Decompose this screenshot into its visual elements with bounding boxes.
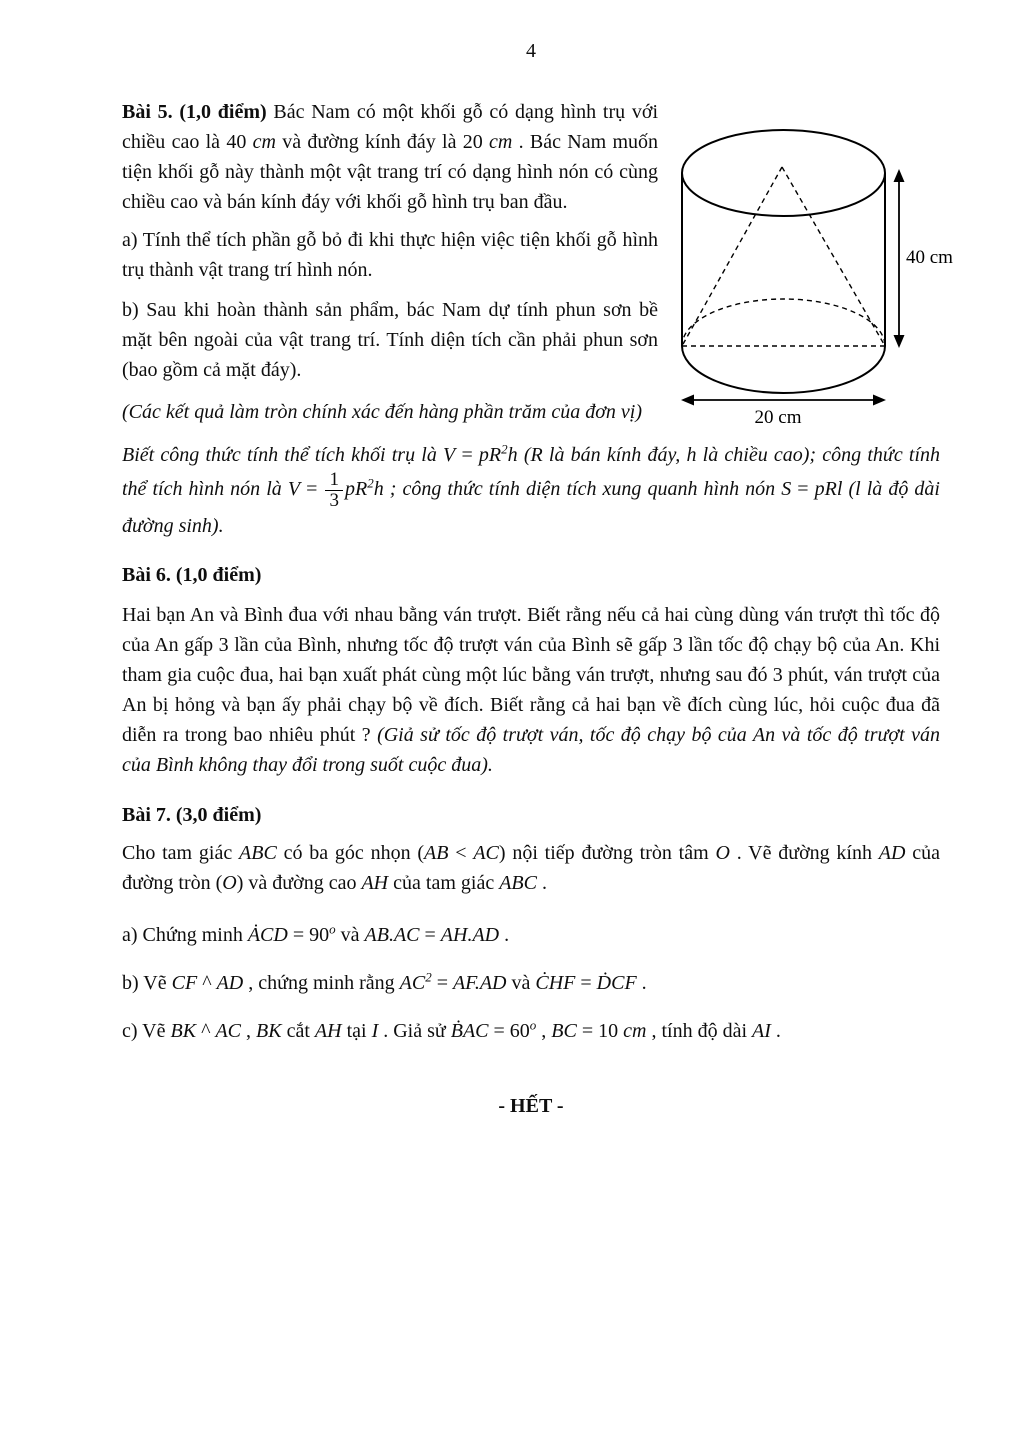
bai7-item-b xyxy=(122,968,940,998)
text-run: có ba góc nhọn ( xyxy=(276,841,425,864)
text-run: = 10 xyxy=(576,1019,624,1042)
text-run: AB xyxy=(424,841,449,864)
text-run: 40 xyxy=(226,131,253,153)
text-run: b) Vẽ xyxy=(122,971,172,994)
text-run: AC xyxy=(473,841,499,864)
width-label: 20 cm xyxy=(754,407,802,428)
text-run: ^ xyxy=(196,1019,216,1042)
text-run: là chiều cao); công thức tính thể tích hình nón là xyxy=(122,444,941,501)
text-run: AH xyxy=(361,871,389,894)
text-run: = xyxy=(455,444,479,466)
text-run: b) Sau khi hoàn thành sản phẩm, bác Nam dự tính phun sơn bề mặt bên ngoài của vật trang trí. Tính diện tích cần phải phun sơn (bao gồm cả mặt đáy). xyxy=(122,299,658,381)
text-run: Bài 7. (3,0 điểm) xyxy=(122,803,262,826)
bai7-item-c xyxy=(122,1016,940,1046)
text-run: của tam giác xyxy=(388,871,500,894)
text-run: AD xyxy=(878,841,906,864)
text-run: . xyxy=(636,971,647,994)
text-run: h xyxy=(686,444,697,466)
text-run: pR xyxy=(344,478,368,501)
text-run: AF.AD xyxy=(452,971,507,994)
text-run: , xyxy=(241,1019,257,1042)
cylinder-cone-figure xyxy=(656,122,966,432)
text-run: Cho tam giác xyxy=(122,841,240,864)
text-run: cm xyxy=(623,1019,647,1042)
text-run: a) Tính thể tích phần gỗ bỏ đi khi thực hiện việc tiện khối gỗ hình trụ thành vật trang trí hình nón. xyxy=(122,229,658,281)
text-run: (Giả sử tốc độ trượt ván, tốc độ chạy bộ của An và tốc độ trượt ván của Bình không thay đổi trong suốt cuộc đua). xyxy=(122,723,940,776)
text-run: CF xyxy=(171,971,198,994)
text-run: của đường tròn ( xyxy=(122,841,940,894)
hidden-base-edges xyxy=(682,299,885,346)
text-run: cm xyxy=(252,131,276,153)
text-run: BK xyxy=(170,1019,197,1042)
text-run: O xyxy=(222,871,237,894)
bai7-heading xyxy=(122,800,940,830)
text-run: ḂAC xyxy=(450,1019,489,1042)
bai5-rounding-note xyxy=(122,397,658,427)
bai5-item-a xyxy=(122,225,658,285)
text-run: BC xyxy=(551,1019,577,1042)
text-run: = xyxy=(791,478,815,501)
text-run: 20 xyxy=(462,131,490,153)
text-run: , xyxy=(536,1019,552,1042)
text-run: c) Vẽ xyxy=(122,1019,171,1042)
text-run: pRl xyxy=(814,478,843,501)
text-run: = xyxy=(575,971,597,994)
inscribed-cone xyxy=(682,167,885,346)
text-run: (l là độ dài đường sinh). xyxy=(122,478,940,537)
text-run: ȦCD xyxy=(247,923,288,946)
text-run: cắt xyxy=(281,1019,315,1042)
section-bai5 xyxy=(122,97,658,427)
text-run: Bài 5. (1,0 điểm) xyxy=(122,101,274,123)
text-run: AH xyxy=(314,1019,342,1042)
text-run: V xyxy=(443,444,456,466)
bai6-heading xyxy=(122,560,940,590)
text-run: ( xyxy=(517,444,531,466)
text-run: BK xyxy=(256,1019,282,1042)
text-run: 2 xyxy=(425,969,432,985)
text-run: cm xyxy=(489,131,513,153)
text-run: = 60 xyxy=(488,1019,530,1042)
text-run: . xyxy=(536,871,547,894)
text-run: h xyxy=(507,444,518,466)
text-run: AC xyxy=(215,1019,242,1042)
text-run: ḊCF xyxy=(596,971,637,994)
text-run: ABC xyxy=(499,871,537,894)
text-run: AC xyxy=(399,971,426,994)
text-run: V xyxy=(287,478,301,501)
text-run: . xyxy=(770,1019,781,1042)
text-run: AH.AD xyxy=(440,923,500,946)
page-number: 4 xyxy=(526,40,536,62)
text-run: S xyxy=(781,478,792,501)
bai6-paragraph xyxy=(122,600,940,780)
text-run: = 90 xyxy=(287,923,330,946)
text-run: Bài 6. (1,0 điểm) xyxy=(122,563,262,586)
text-run: AD xyxy=(216,971,244,994)
text-run: ABC xyxy=(239,841,277,864)
volume-formula-paragraph xyxy=(122,440,940,541)
text-run: ; công thức tính diện tích xung quanh hình nón xyxy=(383,478,782,501)
cylinder-cone-drawing xyxy=(656,122,966,432)
text-run: AI xyxy=(752,1019,771,1042)
fraction: $\frac{1}{3}$ xyxy=(323,470,345,511)
text-run: . Giả sử xyxy=(378,1019,451,1042)
text-run: Bác Nam có một khối gỗ có dạng hình trụ với chiều cao là xyxy=(122,101,658,153)
text-run: (Các kết quả làm tròn chính xác đến hàng phần trăm của đơn vị) xyxy=(122,401,643,423)
text-run: . Bác Nam muốn tiện khối gỗ này thành một vật trang trí có dạng hình nón có cùng chiều cao và bán kính đáy với khối gỗ hình trụ ban đầu. xyxy=(122,131,659,213)
text-run: a) Chứng minh xyxy=(122,923,248,946)
text-run: , tính độ dài xyxy=(646,1019,753,1042)
bai7-paragraph xyxy=(122,838,940,898)
text-run: Biết công thức tính thể tích khối trụ là xyxy=(122,444,444,466)
text-run: ) và đường cao xyxy=(236,871,362,894)
bai5-item-b xyxy=(122,295,658,385)
text-run: ) nội tiếp đường tròn tâm xyxy=(498,841,716,864)
text-run: là bán kính đáy, xyxy=(542,444,687,466)
bai5-paragraph xyxy=(122,97,658,217)
text-run: = xyxy=(419,923,441,946)
text-run: = xyxy=(431,971,453,994)
text-run: pR xyxy=(478,444,502,466)
text-run: và xyxy=(335,923,365,946)
text-run: tại xyxy=(341,1019,372,1042)
text-run: O xyxy=(715,841,730,864)
bai7-item-a xyxy=(122,920,940,950)
text-run: AB.AC xyxy=(364,923,420,946)
text-run: R xyxy=(530,444,543,466)
end-marker: - HẾT - xyxy=(498,1094,564,1117)
width-dimension-arrow xyxy=(681,395,886,406)
text-run: và xyxy=(506,971,536,994)
text-run: và đường kính đáy là xyxy=(275,131,463,153)
text-run: ĊHF xyxy=(535,971,576,994)
height-dimension-arrow xyxy=(894,169,905,348)
text-run: = xyxy=(300,478,324,501)
text-run: < xyxy=(448,841,474,864)
text-run: 2 xyxy=(367,475,374,491)
text-run: . xyxy=(499,923,510,946)
text-run: o xyxy=(329,921,336,937)
text-run: Hai bạn An và Bình đua với nhau bằng ván trượt. Biết rằng nếu cả hai cùng dùng ván trượt thì tốc độ của An gấp 3 lần của Bình, nhưng tốc độ trượt ván của Bình sẽ gấp 3 lần tốc độ chạy bộ của An. Khi tham gia cuộc đua, hai bạn xuất phát cùng một lúc bằng ván trượt, nhưng sau đó 3 phút, ván trượt của An bị hỏng và bạn ấy phải chạy bộ về đích. Biết rằng cả hai bạn về đích cùng lúc, hỏi cuộc đua đã diễn ra trong bao nhiêu phút ? xyxy=(122,603,940,746)
text-run: I xyxy=(371,1019,379,1042)
text-run: . Vẽ đường kính xyxy=(729,841,879,864)
height-label: 40 cm xyxy=(906,247,953,268)
text-run: o xyxy=(529,1017,537,1033)
text-run: h xyxy=(373,478,384,501)
text-run: ^ xyxy=(197,971,217,994)
text-run: , chứng minh rằng xyxy=(243,971,400,994)
text-run: 2 xyxy=(501,441,508,457)
